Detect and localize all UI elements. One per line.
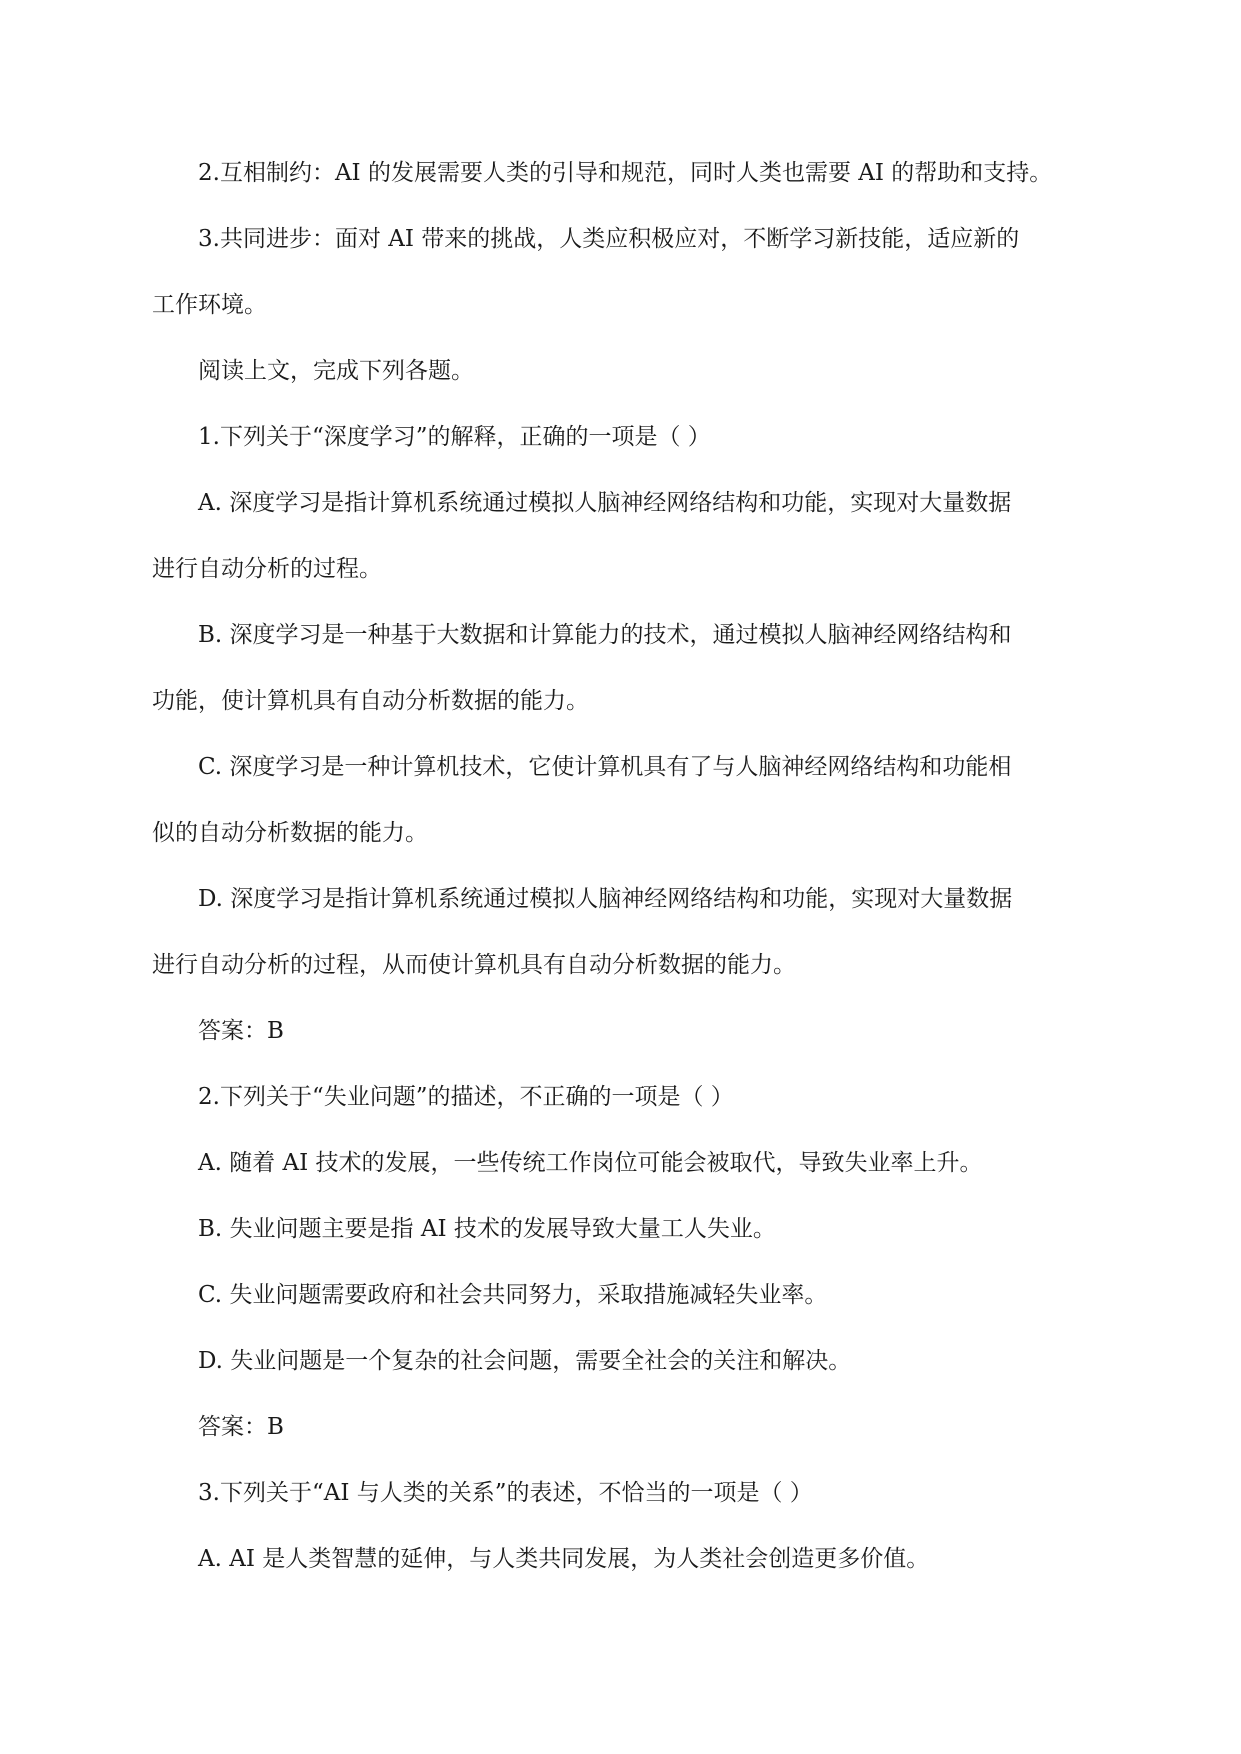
text-line: 阅读上文，完成下列各题。: [198, 358, 474, 384]
question-3-option-a: A. AI 是人类智慧的延伸，与人类共同发展，为人类社会创造更多价值。: [198, 1546, 930, 1572]
question-1-option-a-cont: 进行自动分析的过程。: [152, 556, 382, 582]
document-body: [152, 140, 1092, 1592]
question-2-option-a: A. 随着 AI 技术的发展，一些传统工作岗位可能会被取代，导致失业率上升。: [198, 1150, 983, 1176]
question-1-stem: 1.下列关于“深度学习”的解释，正确的一项是（ ）: [198, 424, 711, 450]
question-1-option-b-cont: 功能，使计算机具有自动分析数据的能力。: [152, 688, 589, 714]
text-line: 3.共同进步：面对 AI 带来的挑战，人类应积极应对，不断学习新技能，适应新的: [198, 226, 1020, 252]
question-2-option-c: C. 失业问题需要政府和社会共同努力，采取措施减轻失业率。: [198, 1282, 828, 1308]
question-3-stem: 3.下列关于“AI 与人类的关系”的表述，不恰当的一项是（ ）: [198, 1480, 813, 1506]
question-1-option-b: B. 深度学习是一种基于大数据和计算能力的技术，通过模拟人脑神经网络结构和: [198, 622, 1012, 648]
question-1-option-c: C. 深度学习是一种计算机技术，它使计算机具有了与人脑神经网络结构和功能相: [198, 754, 1012, 780]
question-2-stem: 2.下列关于“失业问题”的描述，不正确的一项是（ ）: [198, 1084, 734, 1110]
question-2-answer: 答案：B: [198, 1414, 284, 1440]
text-line: 2.互相制约：AI 的发展需要人类的引导和规范，同时人类也需要 AI 的帮助和支持。: [198, 160, 1053, 186]
question-1-option-a: A. 深度学习是指计算机系统通过模拟人脑神经网络结构和功能，实现对大量数据: [198, 490, 1012, 516]
question-1-answer: 答案：B: [198, 1018, 284, 1044]
question-2-option-b: B. 失业问题主要是指 AI 技术的发展导致大量工人失业。: [198, 1216, 776, 1242]
question-1-option-d: D. 深度学习是指计算机系统通过模拟人脑神经网络结构和功能，实现对大量数据: [198, 886, 1013, 912]
question-1-option-d-cont: 进行自动分析的过程，从而使计算机具有自动分析数据的能力。: [152, 952, 796, 978]
question-1-option-c-cont: 似的自动分析数据的能力。: [152, 820, 428, 846]
question-2-option-d: D. 失业问题是一个复杂的社会问题，需要全社会的关注和解决。: [198, 1348, 852, 1374]
text-line: 工作环境。: [152, 292, 267, 318]
